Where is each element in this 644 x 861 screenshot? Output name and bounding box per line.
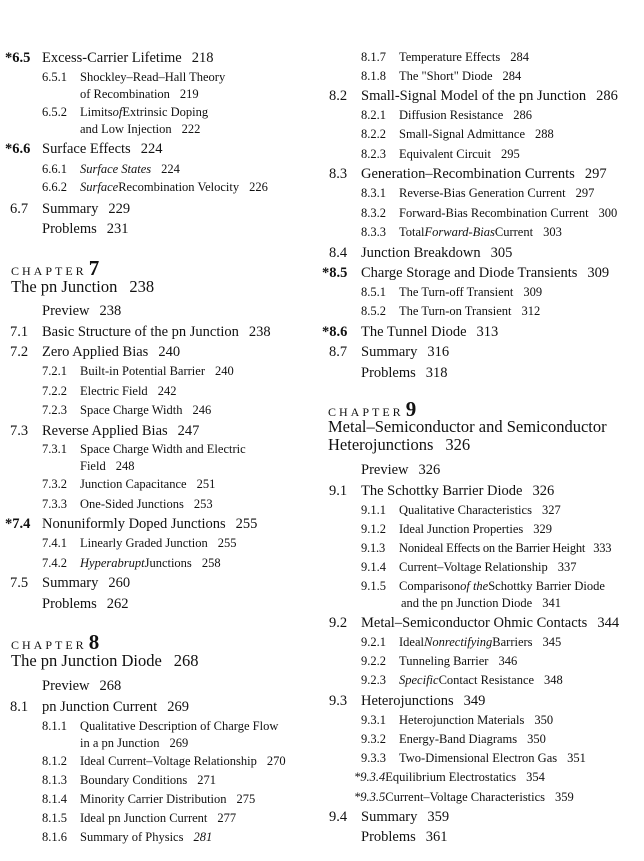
toc-entry[interactable]: 9.2.2 Tunneling Barrier 346 [361,654,518,668]
toc-entry[interactable]: 6.6.1 Surface States 224 [42,162,180,176]
toc-entry[interactable]: 9.3 Heterojunctions 349 [329,693,486,709]
toc-entry[interactable]: 8.3.1 Reverse-Bias Generation Current 297 [361,186,595,200]
toc-entry[interactable]: 8.4 Junction Breakdown 305 [329,245,513,261]
toc-entry[interactable]: 9.1.2 Ideal Junction Properties 329 [361,522,553,536]
toc-right-column [322,0,644,861]
toc-entry[interactable]: *6.5 Excess-Carrier Lifetime 218 [5,50,214,66]
toc-entry[interactable]: Problems 231 [42,221,129,237]
toc-entry[interactable]: 8.7 Summary 316 [329,344,450,360]
toc-entry[interactable]: 9.3.1 Heterojunction Materials 350 [361,713,554,727]
toc-entry[interactable]: 8.2 Small-Signal Model of the pn Junction 286 [329,88,618,104]
toc-entry[interactable]: 7.3.2 Junction Capacitance 251 [42,477,216,491]
toc-entry[interactable]: 6.5.2 LimitsofExtrinsic Doping [42,105,209,119]
toc-entry[interactable]: 6.6.2 SurfaceRecombination Velocity 226 [42,180,268,194]
toc-entry[interactable]: 7.2.2 Electric Field 242 [42,384,177,398]
toc-entry[interactable]: 9.4 Summary 359 [329,809,450,825]
toc-entry[interactable]: 8.3.2 Forward-Bias Recombination Current 300 [361,206,618,220]
toc-entry[interactable]: Problems 262 [42,596,129,612]
toc-entry-continuation: in a pn Junction 269 [80,736,189,750]
toc-entry[interactable]: 8.2.3 Equivalent Circuit 295 [361,147,520,161]
toc-entry[interactable]: 9.2.3 SpecificContact Resistance 348 [361,673,563,687]
toc-entry[interactable]: 7.5 Summary 260 [10,575,131,591]
toc-entry[interactable]: 7.4.1 Linearly Graded Junction 255 [42,536,237,550]
toc-entry[interactable]: 9.2.1 IdealNonrectifyingBarriers 345 [361,635,562,649]
toc-entry[interactable]: 7.3.3 One-Sided Junctions 253 [42,497,213,511]
toc-entry[interactable]: 8.3.3 TotalForward-BiasCurrent 303 [361,225,562,239]
chapter-title[interactable]: The pn Junction Diode 268 [11,651,199,670]
toc-entry[interactable]: 6.5.1 Shockley–Read–Hall Theory [42,70,226,84]
chapter-title[interactable]: The pn Junction 238 [11,277,155,296]
toc-entry-continuation: and Low Injection 222 [80,122,201,136]
toc-entry[interactable]: 8.5.2 The Turn-on Transient 312 [361,304,541,318]
toc-entry[interactable]: 8.1.4 Minority Carrier Distribution 275 [42,792,256,806]
toc-entry[interactable]: 8.1.6 Summary of Physics 281 [42,830,213,844]
toc-entry[interactable]: 8.2.1 Diffusion Resistance 286 [361,108,533,122]
toc-entry[interactable]: 8.1.5 Ideal pn Junction Current 277 [42,811,237,825]
toc-entry[interactable]: 8.5.1 The Turn-off Transient 309 [361,285,543,299]
chapter-label: CHAPTER7 [11,256,100,280]
toc-entry[interactable]: 9.1.3 Nonideal Effects on the Barrier Height 333 [361,541,612,555]
toc-entry[interactable]: 6.7 Summary 229 [10,201,131,217]
toc-entry[interactable]: 7.2.3 Space Charge Width 246 [42,403,212,417]
toc-entry[interactable]: *7.4 Nonuniformly Doped Junctions 255 [5,516,258,532]
toc-entry-continuation: Field 248 [80,459,135,473]
chapter-title-continuation[interactable]: Heterojunctions 326 [328,435,471,454]
toc-entry[interactable]: Problems 361 [361,829,448,845]
toc-entry[interactable]: 8.3 Generation–Recombination Currents 297 [329,166,607,182]
toc-entry[interactable]: 8.1.8 The "Short" Diode 284 [361,69,522,83]
toc-entry[interactable]: 9.3.2 Energy-Band Diagrams 350 [361,732,546,746]
toc-entry[interactable]: 9.1.4 Current–Voltage Relationship 337 [361,560,577,574]
toc-entry[interactable]: *9.3.4Equilibrium Electrostatics 354 [354,770,545,784]
toc-entry[interactable]: 8.1.1 Qualitative Description of Charge Flow [42,719,279,733]
toc-entry[interactable]: 7.3 Reverse Applied Bias 247 [10,423,200,439]
toc-entry[interactable]: Problems 318 [361,365,448,381]
toc-entry[interactable]: 8.2.2 Small-Signal Admittance 288 [361,127,554,141]
toc-entry[interactable]: *8.5 Charge Storage and Diode Transients 309 [322,265,610,281]
toc-entry[interactable]: 9.1.5 Comparisonof theSchottky Barrier Diode [361,579,605,593]
toc-entry[interactable]: 8.1.7 Temperature Effects 284 [361,50,530,64]
chapter-title[interactable]: Metal–Semiconductor and Semiconductor [328,417,607,436]
toc-entry[interactable]: 7.4.2 HyperabruptJunctions 258 [42,556,221,570]
chapter-label: CHAPTER9 [328,397,417,421]
toc-entry[interactable]: Preview 238 [42,303,122,319]
toc-entry[interactable]: 9.3.3 Two-Dimensional Electron Gas 351 [361,751,586,765]
toc-entry[interactable]: Preview 326 [361,462,441,478]
toc-entry-continuation: of Recombination 219 [80,87,199,101]
toc-entry[interactable]: *8.6 The Tunnel Diode 313 [322,324,499,340]
toc-entry[interactable]: 7.1 Basic Structure of the pn Junction 238 [10,324,271,340]
toc-entry[interactable]: 8.1.2 Ideal Current–Voltage Relationship 270 [42,754,286,768]
toc-entry[interactable]: 9.1 The Schottky Barrier Diode 326 [329,483,555,499]
toc-entry[interactable]: 7.2.1 Built-in Potential Barrier 240 [42,364,234,378]
toc-entry[interactable]: 7.2 Zero Applied Bias 240 [10,344,181,360]
toc-entry[interactable]: Preview 268 [42,678,122,694]
toc-entry[interactable]: 9.2 Metal–Semiconductor Ohmic Contacts 344 [329,615,620,631]
toc-entry[interactable]: 9.1.1 Qualitative Characteristics 327 [361,503,561,517]
toc-entry-continuation: and the pn Junction Diode 341 [401,596,561,610]
toc-entry[interactable]: *9.3.5Current–Voltage Characteristics 359 [354,790,574,804]
toc-entry[interactable]: 7.3.1 Space Charge Width and Electric [42,442,246,456]
toc-entry[interactable]: *6.6 Surface Effects 224 [5,141,163,157]
chapter-label: CHAPTER8 [11,630,100,654]
toc-entry[interactable]: 8.1 pn Junction Current 269 [10,699,189,715]
toc-entry[interactable]: 8.1.3 Boundary Conditions 271 [42,773,217,787]
